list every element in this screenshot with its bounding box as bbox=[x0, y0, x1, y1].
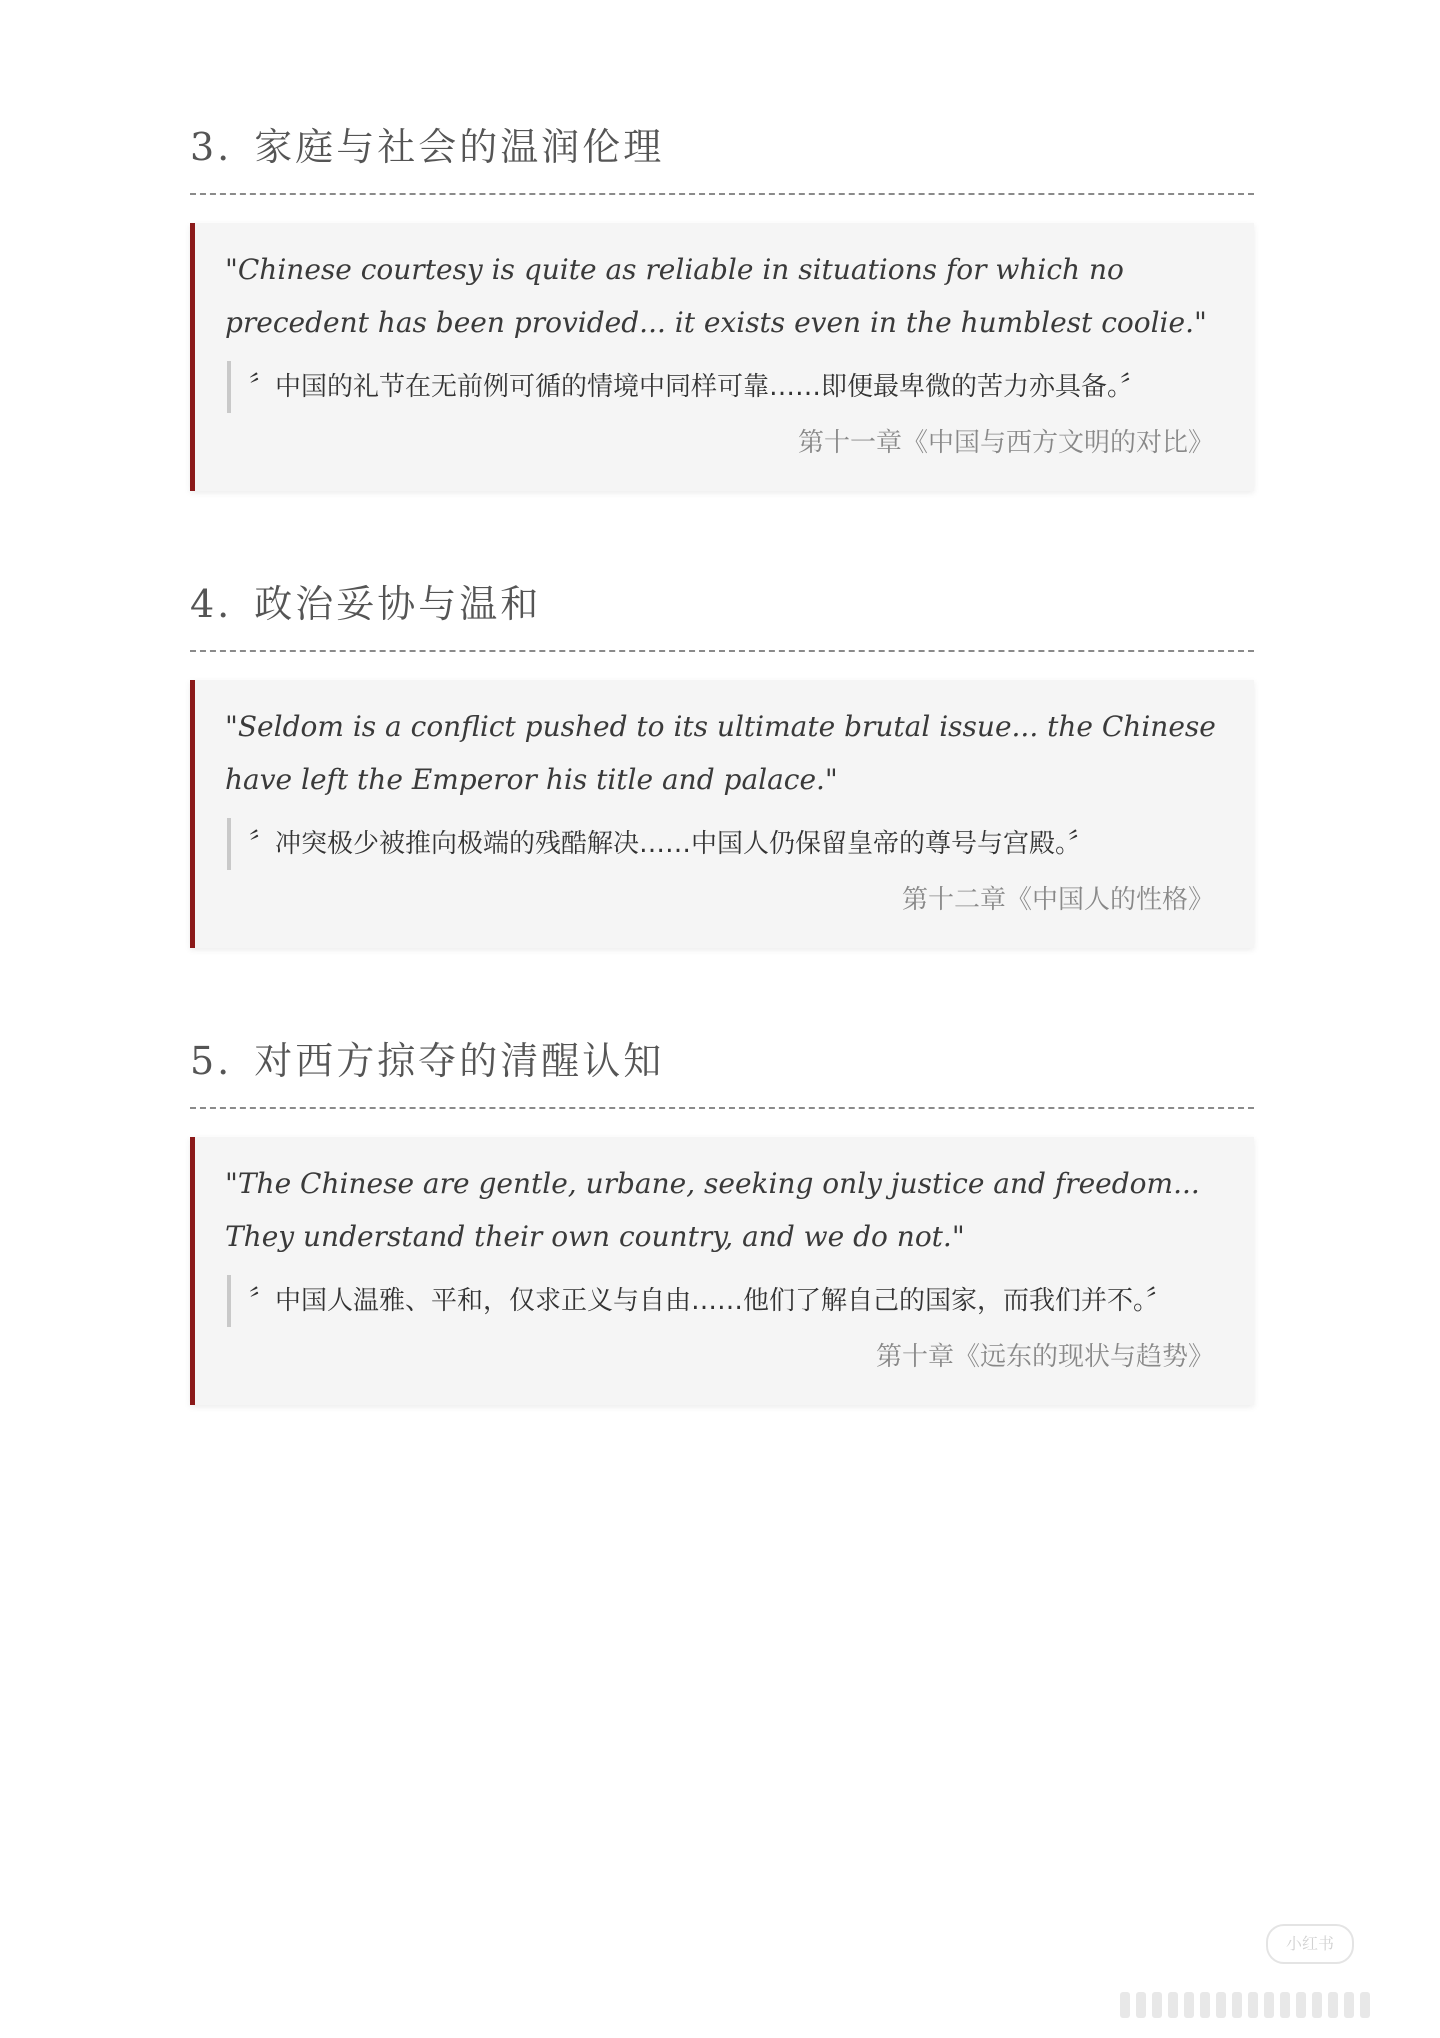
quote-source: 第十二章《中国人的性格》 bbox=[901, 885, 1214, 915]
article-content bbox=[190, 96, 1254, 1467]
decor-mark bbox=[1136, 1992, 1146, 2018]
quote-card bbox=[190, 1137, 1254, 1405]
decor-mark bbox=[1312, 1992, 1322, 2018]
section-heading bbox=[190, 1010, 1254, 1109]
section-3 bbox=[190, 96, 1254, 491]
decor-mark bbox=[1200, 1992, 1210, 2018]
section-title: 家庭与社会的温润伦理 bbox=[254, 125, 665, 169]
bottom-decoration bbox=[1120, 1992, 1370, 2018]
decor-mark bbox=[1168, 1992, 1178, 2018]
decor-mark bbox=[1232, 1992, 1242, 2018]
decor-mark bbox=[1216, 1992, 1226, 2018]
section-title: 对西方掠夺的清醒认知 bbox=[254, 1039, 665, 1083]
decor-mark bbox=[1360, 1992, 1370, 2018]
section-number: 5. bbox=[190, 1039, 233, 1083]
decor-mark bbox=[1184, 1992, 1194, 2018]
quote-source: 第十一章《中国与西方文明的对比》 bbox=[797, 428, 1214, 458]
section-heading bbox=[190, 96, 1254, 195]
decor-mark bbox=[1296, 1992, 1306, 2018]
quote-english: "Seldom is a conflict pushed to its ultimate brutal issue... the Chinese have left the Emperor his title and palace." bbox=[225, 710, 1216, 796]
quote-chinese: 〞中国的礼节在无前例可循的情境中同样可靠……即便最卑微的苦力亦具备。〞 bbox=[227, 361, 1218, 413]
decor-mark bbox=[1344, 1992, 1354, 2018]
decor-mark bbox=[1120, 1992, 1130, 2018]
quote-english: "Chinese courtesy is quite as reliable in situations for which no precedent has been provided... it exists even in the humblest coolie." bbox=[225, 253, 1207, 339]
quote-chinese: 〞冲突极少被推向极端的残酷解决……中国人仍保留皇帝的尊号与宫殿。〞 bbox=[227, 818, 1218, 870]
decor-mark bbox=[1152, 1992, 1162, 2018]
section-number: 4. bbox=[190, 582, 233, 626]
decor-mark bbox=[1280, 1992, 1290, 2018]
quote-card bbox=[190, 680, 1254, 948]
section-5 bbox=[190, 1010, 1254, 1405]
decor-mark bbox=[1264, 1992, 1274, 2018]
watermark-logo: 小红书 bbox=[1266, 1924, 1354, 1964]
quote-chinese: 〞中国人温雅、平和，仅求正义与自由……他们了解自己的国家，而我们并不。〞 bbox=[227, 1275, 1218, 1327]
section-number: 3. bbox=[190, 125, 233, 169]
decor-mark bbox=[1328, 1992, 1338, 2018]
quote-source: 第十章《远东的现状与趋势》 bbox=[875, 1342, 1214, 1372]
section-4 bbox=[190, 553, 1254, 948]
quote-english: "The Chinese are gentle, urbane, seeking only justice and freedom... They understand their own country, and we do not." bbox=[225, 1167, 1200, 1253]
section-heading bbox=[190, 553, 1254, 652]
quote-card bbox=[190, 223, 1254, 491]
decor-mark bbox=[1248, 1992, 1258, 2018]
section-title: 政治妥协与温和 bbox=[254, 582, 542, 626]
